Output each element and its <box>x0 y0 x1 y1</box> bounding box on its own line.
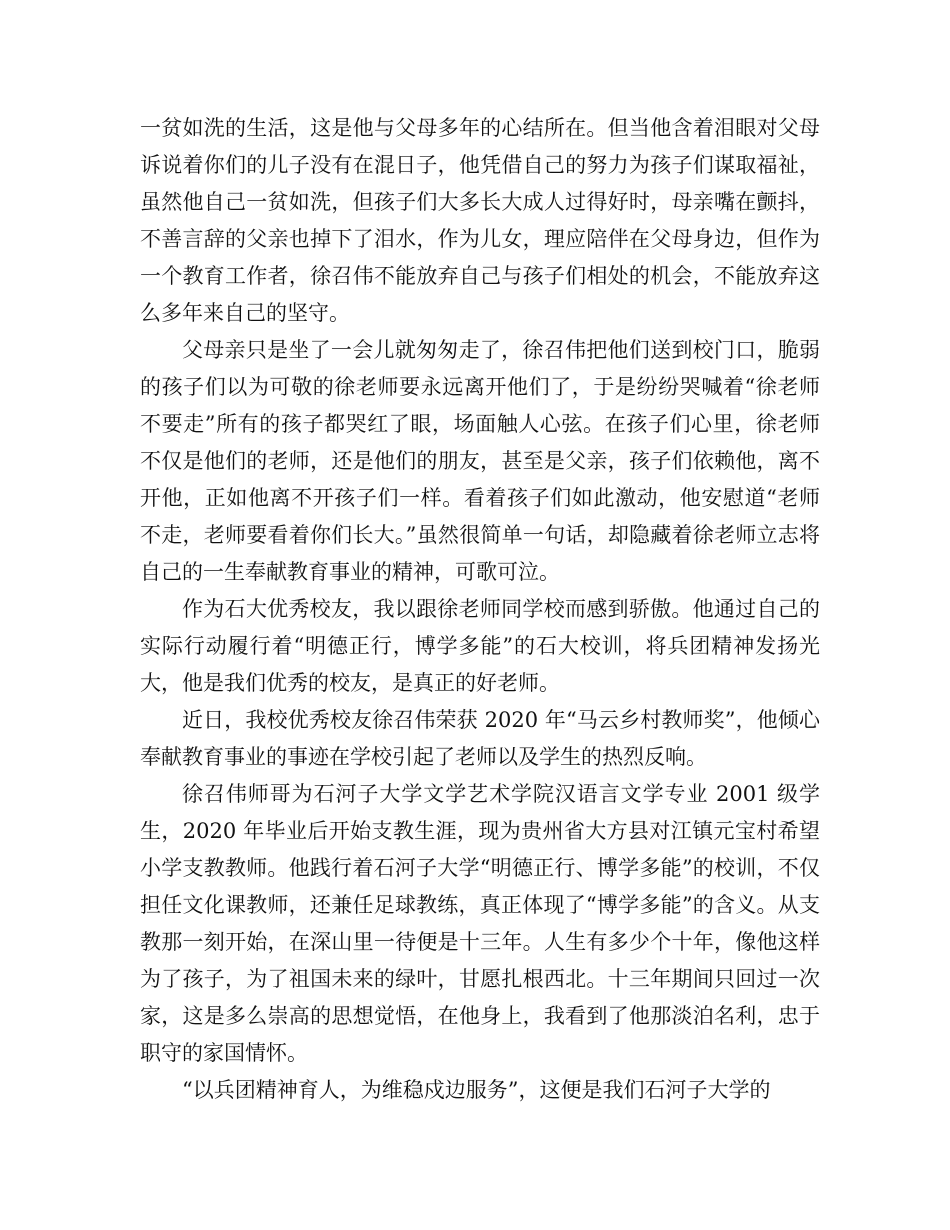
paragraph-2: 父母亲只是坐了一会儿就匆匆走了，徐召伟把他们送到校门口，脆弱的孩子们以为可敬的徐老师要永远离开他们了，于是纷纷哭喊着“徐老师不要走”所有的孩子都哭红了眼，场面触人心弦。在孩子们心里，徐老师不仅是他们的老师，还是他们的朋友，甚至是父亲，孩子们依赖他，离不开他，正如他离不开孩子们一样。看着孩子们如此激动，他安慰道“老师不走，老师要看着你们长大。”虽然很简单一句话，却隐藏着徐老师立志将自己的一生奉献教育事业的精神，可歌可泣。 <box>140 338 820 584</box>
paragraph-5: 徐召伟师哥为石河子大学文学艺术学院汉语言文学专业 2001 级学生，2020 年毕业后开始支教生涯，现为贵州省大方县对江镇元宝村希望小学支教教师。他践行着石河子大学“明德正行、博学多能”的校训，不仅担任文化课教师，还兼任足球教练，真正体现了“博学多能”的含义。从支教那一刻开始，在深山里一待便是十三年。人生有多少个十年，像他这样为了孩子，为了祖国未来的绿叶，甘愿扎根西北。十三年期间只回过一次家，这是多么崇高的思想觉悟，在他身上，我看到了他那淡泊名利，忠于职守的家国情怀。 <box>140 782 820 1065</box>
paragraph-1: 一贫如洗的生活，这是他与父母多年的心结所在。但当他含着泪眼对父母诉说着你们的儿子没有在混日子，他凭借自己的努力为孩子们谋取福祉，虽然他自己一贫如洗，但孩子们大多长大成人过得好时，母亲嘴在颤抖，不善言辞的父亲也掉下了泪水，作为儿女，理应陪伴在父母身边，但作为一个教育工作者，徐召伟不能放弃自己与孩子们相处的机会，不能放弃这么多年来自己的坚守。 <box>140 116 820 325</box>
paragraph-6: “以兵团精神育人，为维稳戍边服务”，这便是我们石河子大学的 <box>182 1078 771 1102</box>
paragraph-3: 作为石大优秀校友，我以跟徐老师同学校而感到骄傲。他通过自己的实际行动履行着“明德正行，博学多能”的石大校训，将兵团精神发扬光大，他是我们优秀的校友，是真正的好老师。 <box>140 597 820 695</box>
paragraph-4: 近日，我校优秀校友徐召伟荣获 2020 年“马云乡村教师奖”，他倾心奉献教育事业的事迹在学校引起了老师以及学生的热烈反响。 <box>140 708 820 769</box>
document-body <box>140 110 820 1109</box>
